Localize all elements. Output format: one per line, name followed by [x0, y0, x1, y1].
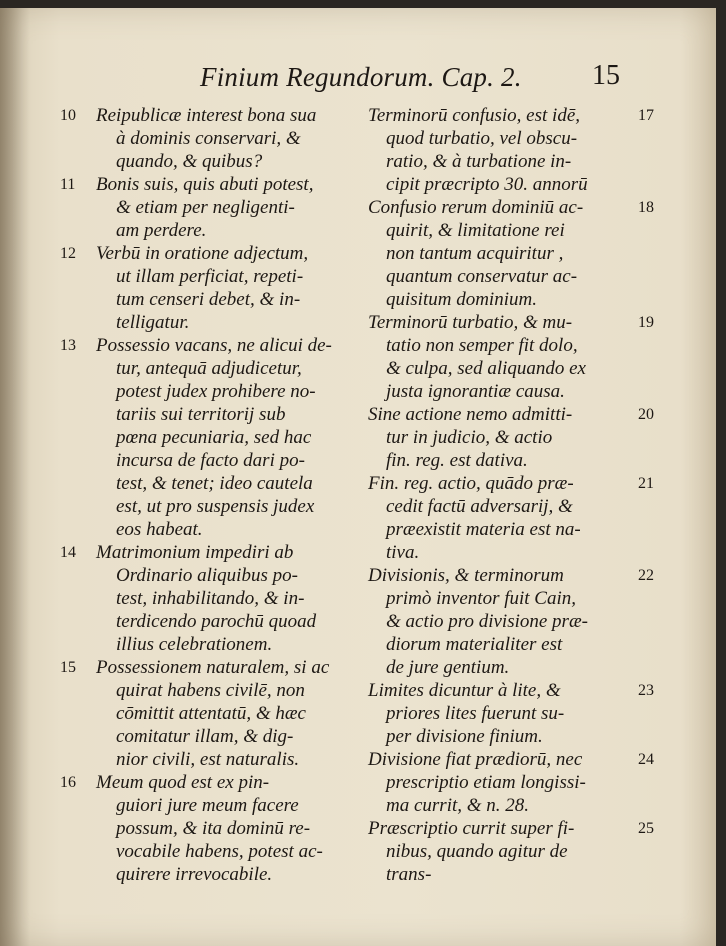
left-summary-entry	[60, 173, 360, 242]
text-line: vocabile habens, potest ac-	[116, 841, 323, 862]
text-line: pœna pecuniaria, sed hac	[116, 427, 312, 448]
text-line: priores lites fuerunt su-	[386, 703, 565, 724]
text-line: Bonis suis, quis abuti potest,	[96, 174, 314, 195]
text-line: quisitum dominium.	[386, 289, 537, 310]
text-line: Fin. reg. actio, quādo præ-	[368, 473, 574, 494]
text-line: Ordinario aliquibus po-	[116, 565, 298, 586]
marginal-number: 11	[60, 176, 76, 193]
text-line: quirere irrevocabile.	[116, 864, 273, 885]
text-line: Possessionem naturalem, si ac	[96, 657, 330, 678]
running-title: Finium Regundorum. Cap. 2.	[200, 62, 522, 92]
text-line: tur in judicio, & actio	[386, 427, 553, 448]
marginal-number: 17	[638, 107, 654, 124]
right-summary-entry	[362, 472, 662, 564]
text-line: tiva.	[386, 542, 420, 563]
text-line: incursa de facto dari po-	[116, 450, 305, 471]
text-line: nibus, quando agitur de	[386, 841, 568, 862]
marginal-number: 18	[638, 199, 654, 216]
marginal-number: 24	[638, 751, 654, 768]
text-line: fin. reg. est dativa.	[386, 450, 528, 471]
left-column	[60, 104, 360, 886]
text-line: tatio non semper fit dolo,	[386, 335, 578, 356]
text-line: Meum quod est ex pin-	[96, 772, 270, 793]
right-summary-entry	[362, 403, 662, 472]
text-line: quantum conservatur ac-	[386, 266, 578, 287]
text-line: diorum materialiter est	[386, 634, 563, 655]
text-line: terdicendo parochū quoad	[116, 611, 317, 632]
text-line: Sine actione nemo admitti-	[368, 404, 573, 425]
text-line: de jure gentium.	[386, 657, 510, 678]
text-line: à dominis conservari, &	[116, 128, 301, 149]
page-header	[0, 58, 716, 98]
left-summary-entry	[60, 771, 360, 886]
text-line: Limites dicuntur à lite, &	[368, 680, 561, 701]
text-line: præexistit materia est na-	[386, 519, 581, 540]
right-summary-entry	[362, 311, 662, 403]
text-line: prescriptio etiam longissi-	[386, 772, 586, 793]
text-line: est, ut pro suspensis judex	[116, 496, 315, 517]
marginal-number: 16	[60, 774, 76, 791]
right-summary-entry	[362, 564, 662, 679]
text-line: Matrimonium impediri ab	[96, 542, 294, 563]
text-line: quando, & quibus?	[116, 151, 263, 172]
text-line: per divisione finium.	[386, 726, 543, 747]
text-line: justa ignorantiæ causa.	[386, 381, 565, 402]
left-summary-entry	[60, 242, 360, 334]
text-line: test, inhabilitando, & in-	[116, 588, 305, 609]
text-line: quirit, & limitatione rei	[386, 220, 565, 241]
text-line: Præscriptio currit super fi-	[368, 818, 575, 839]
right-column	[362, 104, 662, 886]
marginal-number: 21	[638, 475, 654, 492]
text-line: test, & tenet; ideo cautela	[116, 473, 313, 494]
text-line: cipit præcripto 30. annorū	[386, 174, 588, 195]
marginal-number: 25	[638, 820, 654, 837]
right-summary-entry	[362, 679, 662, 748]
text-line: Reipublicæ interest bona sua	[96, 105, 317, 126]
marginal-number: 22	[638, 567, 654, 584]
left-summary-entry	[60, 104, 360, 173]
text-line: Divisione fiat prædiorū, nec	[368, 749, 583, 770]
text-line: & actio pro divisione præ-	[386, 611, 588, 632]
marginal-number: 13	[60, 337, 76, 354]
text-line: ratio, & à turbatione in-	[386, 151, 572, 172]
text-line: tum censeri debet, & in-	[116, 289, 301, 310]
text-line: & culpa, sed aliquando ex	[386, 358, 586, 379]
text-line: am perdere.	[116, 220, 207, 241]
text-line: trans-	[386, 864, 432, 885]
left-summary-entry	[60, 334, 360, 541]
text-line: quod turbatio, vel obscu-	[386, 128, 578, 149]
marginal-number: 19	[638, 314, 654, 331]
marginal-number: 23	[638, 682, 654, 699]
left-summary-entry	[60, 656, 360, 771]
book-page	[0, 8, 716, 946]
text-line: cedit factū adversarij, &	[386, 496, 573, 517]
right-summary-entry	[362, 104, 662, 196]
page-gutter-shadow	[0, 8, 30, 946]
marginal-number: 20	[638, 406, 654, 423]
text-line: possum, & ita dominū re-	[116, 818, 311, 839]
text-line: Possessio vacans, ne alicui de-	[96, 335, 332, 356]
text-line: primò inventor fuit Cain,	[386, 588, 576, 609]
text-line: ut illam perficiat, repeti-	[116, 266, 304, 287]
text-line: non tantum acquiritur ,	[386, 243, 564, 264]
right-summary-entry	[362, 817, 662, 886]
text-line: tariis sui territorij sub	[116, 404, 286, 425]
text-line: Verbū in oratione adjectum,	[96, 243, 309, 264]
marginal-number: 15	[60, 659, 76, 676]
marginal-number: 14	[60, 544, 76, 561]
text-line: cōmittit attentatū, & hæc	[116, 703, 306, 724]
text-line: potest judex prohibere no-	[116, 381, 316, 402]
text-line: Terminorū turbatio, & mu-	[368, 312, 573, 333]
text-line: quirat habens civilē, non	[116, 680, 305, 701]
text-line: eos habeat.	[116, 519, 203, 540]
text-line: Terminorū confusio, est idē,	[368, 105, 580, 126]
page-number: 15	[592, 60, 620, 91]
left-summary-entry	[60, 541, 360, 656]
marginal-number: 12	[60, 245, 76, 262]
text-line: comitatur illam, & dig-	[116, 726, 294, 747]
right-summary-entry	[362, 748, 662, 817]
right-summary-entry	[362, 196, 662, 311]
text-line: illius celebrationem.	[116, 634, 273, 655]
text-line: nior civili, est naturalis.	[116, 749, 300, 770]
text-line: Confusio rerum dominiū ac-	[368, 197, 584, 218]
text-line: & etiam per negligenti-	[116, 197, 295, 218]
text-line: guiori jure meum facere	[116, 795, 299, 816]
text-line: ma currit, & n. 28.	[386, 795, 530, 816]
marginal-number: 10	[60, 107, 76, 124]
text-line: tur, antequā adjudicetur,	[116, 358, 302, 379]
text-line: Divisionis, & terminorum	[368, 565, 564, 586]
text-line: telligatur.	[116, 312, 190, 333]
